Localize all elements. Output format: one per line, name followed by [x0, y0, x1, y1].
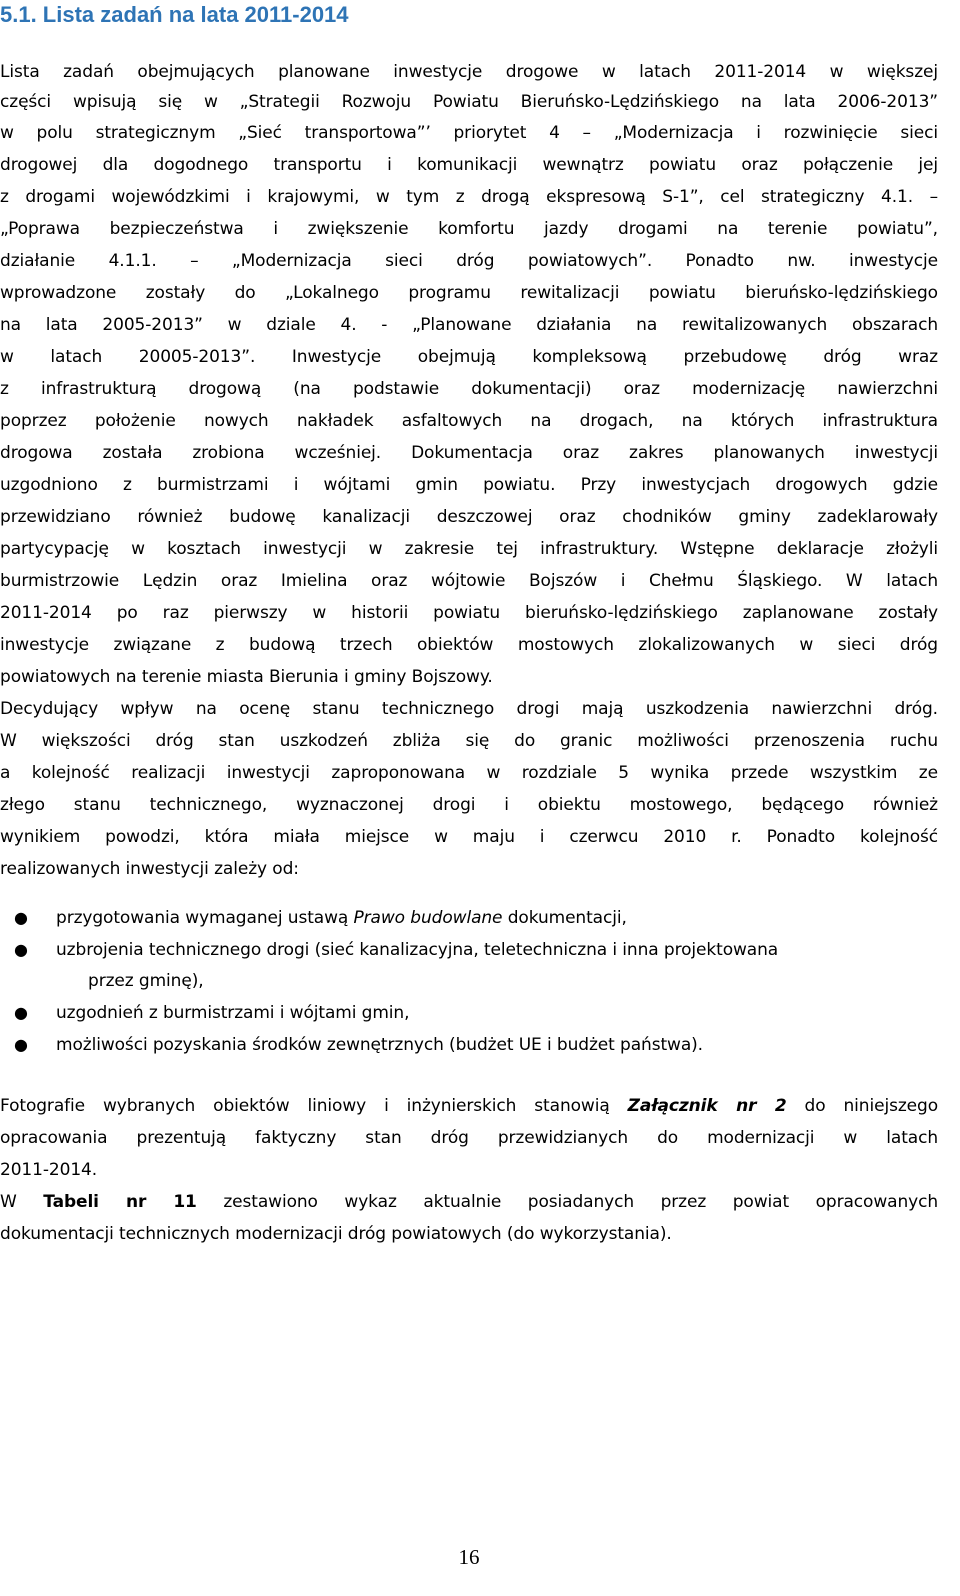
paragraph-line: partycypację w kosztach inwestycji w zakresie tej infrastruktury. Wstępne deklaracje złożyli [0, 539, 938, 559]
section-heading: 5.1. Lista zadań na lata 2011-2014 [0, 2, 349, 27]
paragraph-line: drogowej dla dogodnego transportu i komunikacji wewnątrz powiatu oraz połączenie jej [0, 155, 938, 175]
paragraph-line: części wpisują się w „Strategii Rozwoju Powiatu Bieruńsko-Lędzińskiego na lata 2006-2013” [0, 92, 938, 112]
paragraph-line: Fotografie wybranych obiektów liniowy i inżynierskich stanowią Załącznik nr 2 do niniejszego [0, 1096, 939, 1116]
paragraph-line: w latach 20005-2013”. Inwestycje obejmują kompleksową przebudowę dróg wraz [0, 347, 938, 367]
paragraph-line: uzgodniono z burmistrzami i wójtami gmin powiatu. Przy inwestycjach drogowych gdzie [0, 475, 938, 495]
paragraph-line: Lista zadań obejmujących planowane inwestycje drogowe w latach 2011-2014 w większej [0, 62, 938, 82]
bullet-icon: ● [14, 908, 28, 927]
paragraph-line: W Tabeli nr 11 zestawiono wykaz aktualnie posiadanych przez powiat opracowanych [0, 1192, 938, 1212]
page-number: 16 [458, 1545, 480, 1569]
paragraph-line: 2011-2014. [0, 1160, 98, 1180]
paragraph-line: dokumentacji technicznych modernizacji dróg powiatowych (do wykorzystania). [0, 1224, 672, 1244]
list-item: przez gminę), [88, 971, 204, 991]
paragraph-line: złego stanu technicznego, wyznaczonej drogi i obiektu mostowego, będącego również [0, 795, 938, 815]
paragraph-line: działanie 4.1.1. – „Modernizacja sieci dróg powiatowych”. Ponadto nw. inwestycje [0, 251, 938, 271]
paragraph-line: a kolejność realizacji inwestycji zaproponowana w rozdziale 5 wynika przede wszystkim ze [0, 763, 938, 783]
paragraph-line: W większości dróg stan uszkodzeń zbliża się do granic możliwości przenoszenia ruchu [0, 731, 938, 751]
paragraph-line: z drogami wojewódzkimi i krajowymi, w tym z drogą ekspresową S-1”, cel strategiczny 4.1. – [0, 187, 938, 207]
paragraph-line: 2011-2014 po raz pierwszy w historii powiatu bieruńsko-lędzińskiego zaplanowane zostały [0, 603, 938, 623]
paragraph-line: realizowanych inwestycji zależy od: [0, 859, 299, 879]
paragraph-line: na lata 2005-2013” w dziale 4. - „Planowane działania na rewitalizowanych obszarach [0, 315, 938, 335]
paragraph-line: drogowa została zrobiona wcześniej. Dokumentacja oraz zakres planowanych inwestycji [0, 443, 938, 463]
paragraph-line: Decydujący wpływ na ocenę stanu technicznego drogi mają uszkodzenia nawierzchni dróg. [0, 699, 938, 719]
list-item: możliwości pozyskania środków zewnętrznych (budżet UE i budżet państwa). [56, 1035, 703, 1055]
paragraph-line: inwestycje związane z budową trzech obiektów mostowych zlokalizowanych w sieci dróg [0, 635, 938, 655]
paragraph-line: powiatowych na terenie miasta Bierunia i gminy Bojszowy. [0, 667, 493, 687]
paragraph-line: opracowania prezentują faktyczny stan dróg przewidzianych do modernizacji w latach [0, 1128, 938, 1148]
list-item: przygotowania wymaganej ustawą Prawo budowlane dokumentacji, [56, 908, 627, 928]
paragraph-line: burmistrzowie Lędzin oraz Imielina oraz wójtowie Bojszów i Chełmu Śląskiego. W latach [0, 571, 938, 591]
bullet-icon: ● [14, 1035, 28, 1054]
paragraph-line: poprzez położenie nowych nakładek asfaltowych na drogach, na których infrastruktura [0, 411, 938, 431]
paragraph-line: wprowadzone zostały do „Lokalnego programu rewitalizacji powiatu bieruńsko-lędzińskiego [0, 283, 938, 303]
paragraph-line: „Poprawa bezpieczeństwa i zwiększenie komfortu jazdy drogami na terenie powiatu”, [0, 219, 938, 239]
list-item: uzbrojenia technicznego drogi (sieć kanalizacyjna, teletechniczna i inna projektowana [56, 940, 779, 960]
paragraph-line: przewidziano również budowę kanalizacji deszczowej oraz chodników gminy zadeklarowały [0, 507, 938, 527]
paragraph-line: wynikiem powodzi, która miała miejsce w maju i czerwcu 2010 r. Ponadto kolejność [0, 827, 938, 847]
paragraph-line: z infrastrukturą drogową (na podstawie dokumentacji) oraz modernizację nawierzchni [0, 379, 938, 399]
list-item: uzgodnień z burmistrzami i wójtami gmin, [56, 1003, 410, 1023]
paragraph-line: w polu strategicznym „Sieć transportowa”’ priorytet 4 – „Modernizacja i rozwinięcie sieci [0, 123, 938, 143]
bullet-icon: ● [14, 940, 28, 959]
bullet-icon: ● [14, 1003, 28, 1022]
